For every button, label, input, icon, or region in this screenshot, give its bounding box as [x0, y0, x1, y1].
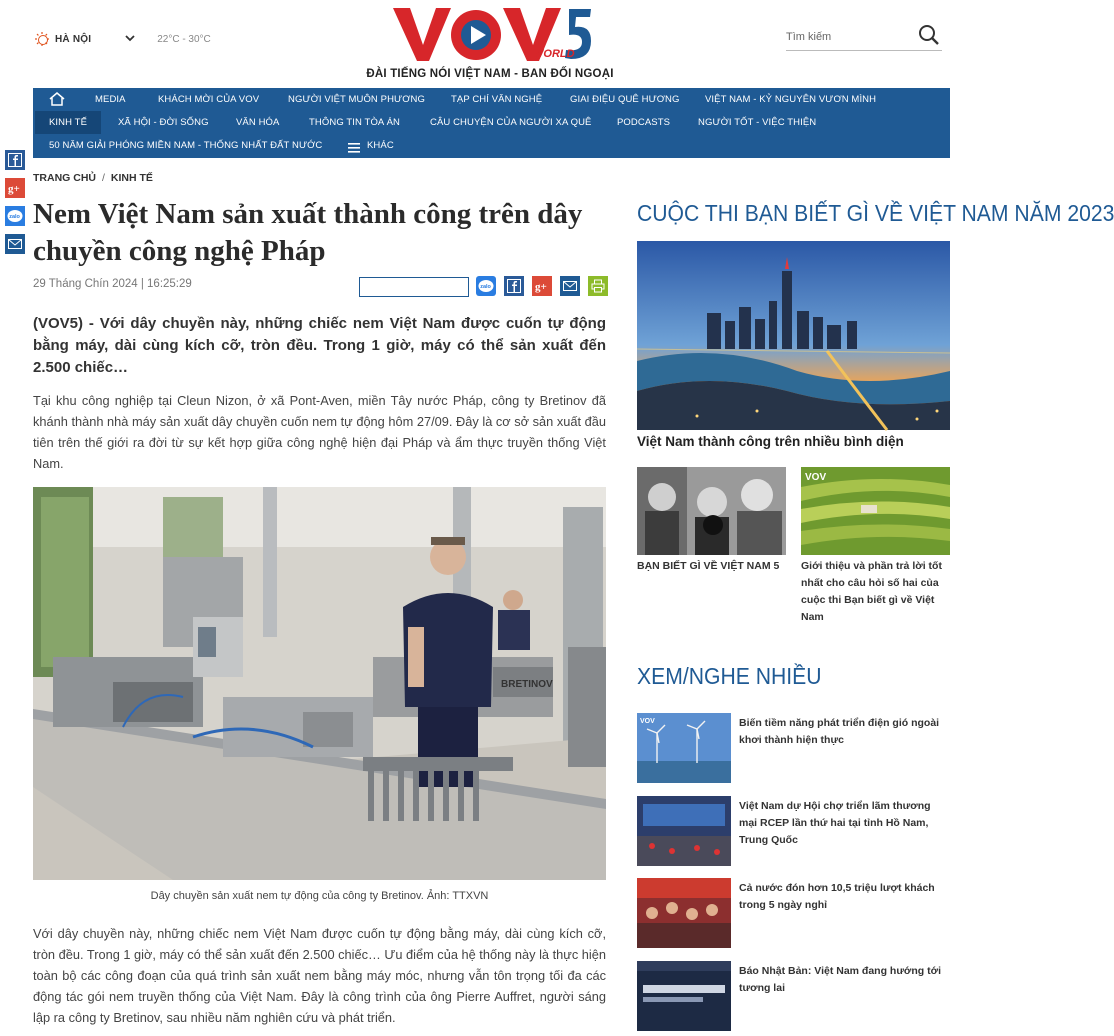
svg-text:g+: g+: [535, 281, 547, 293]
article-title: Nem Việt Nam sản xuất thành công trên dây chuyền công nghệ Pháp: [33, 198, 583, 267]
mini-card[interactable]: [801, 467, 950, 626]
most-viewed-thumbnail[interactable]: [637, 961, 731, 1031]
nav-item-khach-moi[interactable]: KHÁCH MỜI CỦA VOV: [158, 94, 260, 105]
city-select[interactable]: HÀ NỘI: [55, 33, 92, 45]
article-share-icons: [476, 276, 608, 296]
breadcrumb-home[interactable]: TRANG CHỦ: [33, 172, 96, 184]
nav-row-1: [33, 88, 950, 111]
most-viewed-title[interactable]: Việt Nam dự Hội chợ triển lãm thương mại RCEP lần thứ hai tại tỉnh Hồ Nam, Trung Quốc: [739, 800, 931, 846]
mini-card-title[interactable]: Giới thiệu và phần trả lời tốt nhất cho câu hỏi số hai của cuộc thi Bạn biết gì về Việt Nam: [801, 560, 942, 623]
nav-item-ky-nguyen[interactable]: VIỆT NAM - KỶ NGUYÊN VƯƠN MÌNH: [705, 94, 877, 105]
nav-item-tap-chi[interactable]: TẠP CHÍ VĂN NGHỆ: [451, 94, 543, 105]
site-header: [0, 0, 994, 88]
svg-text:zalo: zalo: [9, 214, 20, 221]
svg-text:zalo: zalo: [480, 284, 491, 291]
article-lead: (VOV5) - Với dây chuyền này, những chiếc nem Việt Nam được cuốn tự động bằng máy, dài cùng kích cỡ, tròn đều. Trong 1 giờ, máy có thể sản xuất đến 2.500 chiếc…: [33, 315, 606, 376]
mini-card[interactable]: [637, 467, 786, 575]
google-plus-icon[interactable]: [5, 178, 25, 198]
contest-section-title[interactable]: CUỘC THI BẠN BIẾT GÌ VỀ VIỆT NAM NĂM 2023: [637, 200, 1114, 226]
chevron-down-icon[interactable]: [125, 33, 135, 45]
most-viewed-title[interactable]: Báo Nhật Bản: Việt Nam đang hướng tới tương lai: [739, 965, 942, 994]
vov-badge: VOV: [805, 472, 827, 483]
feature-caption[interactable]: Việt Nam thành công trên nhiều bình diện: [637, 434, 904, 449]
email-share-icon[interactable]: [560, 276, 580, 296]
feature-image[interactable]: [637, 241, 950, 430]
search-input[interactable]: [786, 31, 906, 43]
site-tagline: ĐÀI TIẾNG NÓI VIỆT NAM - BAN ĐỐI NGOẠI: [366, 68, 614, 80]
print-icon[interactable]: [588, 276, 608, 296]
main-navigation: [33, 88, 950, 158]
zalo-icon[interactable]: [5, 206, 25, 226]
breadcrumb: [33, 172, 153, 184]
article-paragraph: Tại khu công nghiệp tại Cleun Nizon, ở xã Pont-Aven, miền Tây nước Pháp, công ty Bretinov đã khánh thành nhà máy sản xuất dây chuyền cuốn nem tự động hôm 27/09. Đây là cơ sở sản xuất đầu tiên trên thế giới ra đời từ sự kết hợp giữa công nghệ hiện đại Pháp và ẩm thực truyền thống Việt Nam.: [33, 393, 606, 471]
mini-card-image[interactable]: [637, 467, 786, 555]
sun-icon: [35, 32, 49, 46]
most-viewed-thumbnail[interactable]: [637, 796, 731, 866]
menu-icon[interactable]: [348, 140, 360, 150]
breadcrumb-category[interactable]: KINH TẾ: [110, 172, 153, 184]
most-viewed-thumbnail[interactable]: [637, 713, 731, 783]
mini-card-image[interactable]: [801, 467, 950, 555]
most-viewed-item[interactable]: [637, 878, 950, 950]
search-icon[interactable]: [918, 24, 940, 46]
article-date: 29 Tháng Chín 2024 | 16:25:29: [33, 278, 192, 290]
most-viewed-title[interactable]: Biến tiềm năng phát triển điện gió ngoài khơi thành hiện thực: [739, 717, 940, 746]
nav-item-xa-hoi[interactable]: XÃ HỘI - ĐỜI SỐNG: [118, 117, 209, 128]
logo-world-text: WORLD: [533, 48, 575, 60]
nav-item-van-hoa[interactable]: VĂN HÓA: [236, 117, 280, 128]
floating-share-bar: [5, 150, 25, 262]
article-paragraph: Với dây chuyền này, những chiếc nem Việt Nam được cuốn tự động bằng máy, dài cùng kích cỡ, tròn đều. Trong 1 giờ, máy có thể sản xuất đến 2.500 chiếc… Ưu điểm của hệ thống này là thực hiện toàn bộ các công đoạn của quá trình sản xuất nem bằng máy móc, nhưng vẫn tôn trọng tối đa các động tác gói nem truyền thống của Việt Nam. Đây là công trình của ông Pierre Auffret, người sáng lập ra công ty Bretinov, sau nhiều năm nghiên cứu và phát triển.: [33, 926, 606, 1025]
nav-item-nguoi-tot[interactable]: NGƯỜI TỐT - VIỆC THIỆN: [698, 117, 817, 128]
facebook-icon[interactable]: [5, 150, 25, 170]
facebook-share-icon[interactable]: [504, 276, 524, 296]
most-viewed-title[interactable]: Cả nước đón hơn 10,5 triệu lượt khách trong 5 ngày nghỉ: [739, 882, 935, 911]
svg-text:VOV: VOV: [640, 718, 655, 725]
nav-item-toa-an[interactable]: THÔNG TIN TÒA ÁN: [309, 117, 400, 128]
search-box: [786, 23, 942, 51]
temperature-range: 22°C - 30°C: [157, 33, 211, 45]
nav-item-giai-dieu[interactable]: GIAI ĐIỆU QUÊ HƯƠNG: [570, 94, 680, 105]
home-icon[interactable]: [49, 91, 65, 107]
nav-item-xa-que[interactable]: CÂU CHUYỆN CỦA NGƯỜI XA QUÊ: [430, 117, 592, 128]
photo-caption: Dây chuyền sản xuất nem tự động của công ty Bretinov. Ảnh: TTXVN: [150, 890, 489, 902]
nav-item-kinh-te[interactable]: KINH TẾ: [35, 111, 101, 134]
facebook-like-box[interactable]: [359, 277, 469, 297]
most-viewed-section-title: XEM/NGHE NHIỀU: [637, 663, 822, 689]
zalo-share-icon[interactable]: [476, 276, 496, 296]
most-viewed-thumbnail[interactable]: [637, 878, 731, 948]
nav-item-nguoi-viet[interactable]: NGƯỜI VIỆT MUÔN PHƯƠNG: [288, 94, 425, 105]
nav-item-50-nam[interactable]: 50 NĂM GIẢI PHÓNG MIỀN NAM - THỐNG NHẤT ĐẤT NƯỚC: [49, 140, 323, 151]
weather-widget: [35, 32, 211, 46]
mini-card-title[interactable]: BẠN BIẾT GÌ VỀ VIỆT NAM 5: [637, 560, 780, 572]
article-photo: [33, 487, 606, 880]
most-viewed-item[interactable]: [637, 796, 950, 868]
nav-row-2: [33, 111, 950, 134]
most-viewed-item[interactable]: [637, 961, 950, 1033]
nav-item-khac[interactable]: KHÁC: [367, 140, 394, 151]
machine-label: BRETINOV: [501, 679, 553, 690]
most-viewed-item[interactable]: [637, 713, 950, 785]
nav-item-media[interactable]: MEDIA: [95, 94, 126, 105]
breadcrumb-separator: /: [102, 172, 105, 184]
google-plus-share-icon[interactable]: [532, 276, 552, 296]
svg-text:g+: g+: [8, 183, 20, 195]
nav-row-3: [33, 134, 950, 157]
nav-item-podcasts[interactable]: PODCASTS: [617, 117, 671, 128]
vov5-logo[interactable]: [393, 5, 593, 63]
email-icon[interactable]: [5, 234, 25, 254]
